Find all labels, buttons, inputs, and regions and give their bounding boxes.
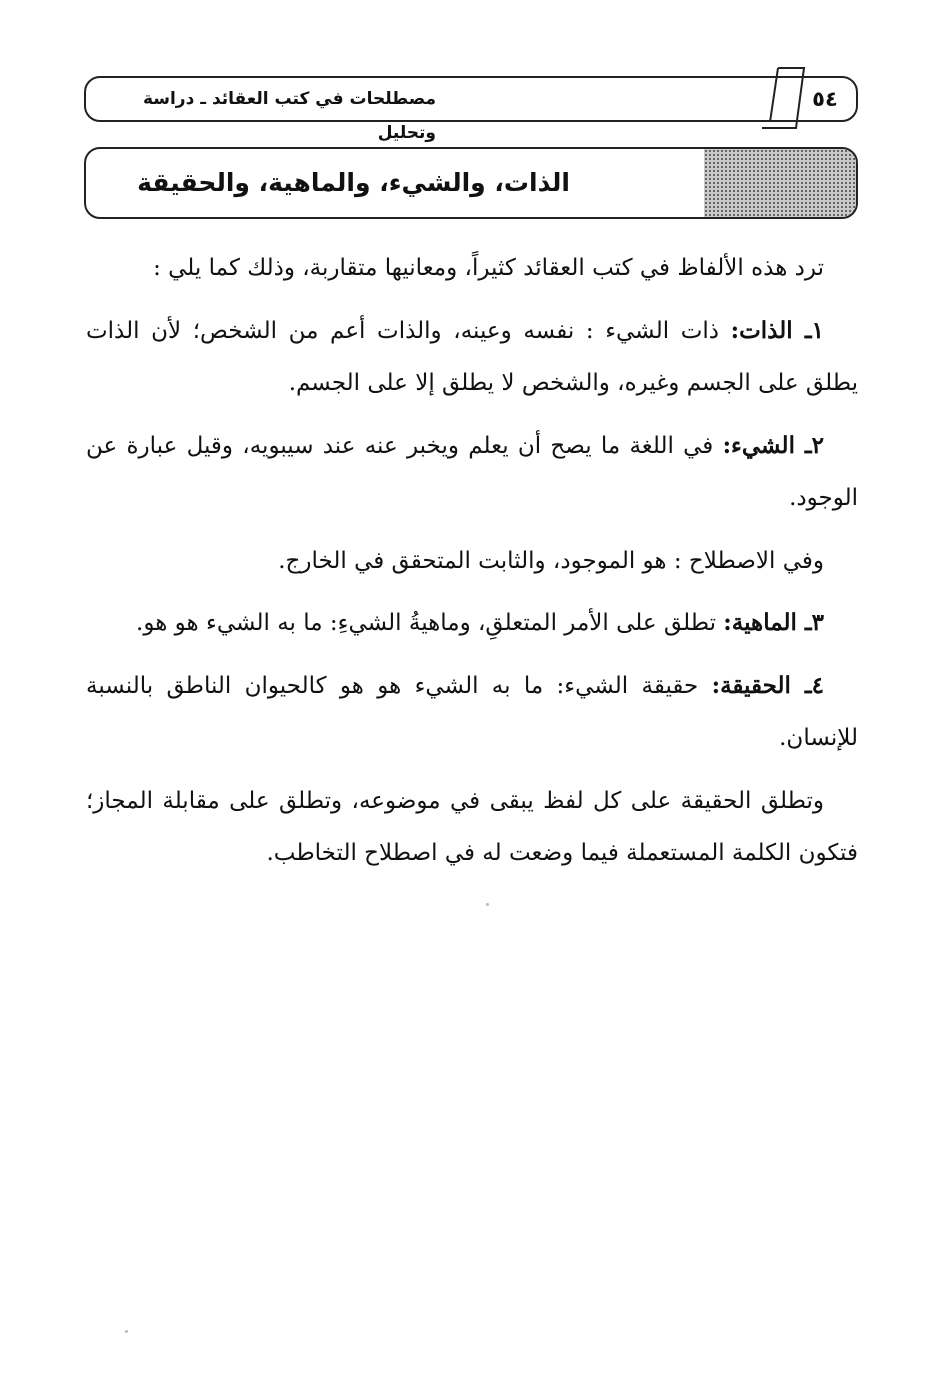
paragraph-intro: ترد هذه الألفاظ في كتب العقائد كثيراً، ومعانيها متقاربة، وذلك كما يلي : bbox=[153, 255, 824, 281]
scan-speck bbox=[486, 903, 489, 906]
page-number: ٥٤ bbox=[812, 87, 838, 111]
running-title: مصطلحات في كتب العقائد ـ دراسة وتحليل bbox=[142, 89, 436, 143]
term-dhat: ١ـ الذات: bbox=[730, 316, 824, 344]
term-mahiya: ٣ـ الماهية: bbox=[723, 609, 824, 636]
paragraph-haqiqa: ٤ـ الحقيقة: حقيقة الشيء: ما به الشيء هو هو كالحيوان الناطق بالنسبة للإنسان. bbox=[86, 671, 858, 751]
paragraph-mahiya: ٣ـ الماهية: تطلق على الأمر المتعلقِ، وماهيةُ الشيءِ: ما به الشيء هو هو. bbox=[136, 609, 824, 636]
term-haqiqa: ٤ـ الحقيقة: bbox=[711, 671, 824, 699]
body-text bbox=[86, 242, 858, 890]
term-shay: ٢ـ الشيء: bbox=[722, 431, 825, 459]
paragraph-closing: وتطلق الحقيقة على كل لفظ يبقى في موضوعه، وتطلق على مقابلة المجاز؛ فتكون الكلمة المستعملة فيما وضعت له في اصطلاح التخاطب. bbox=[86, 787, 858, 866]
title-ornament bbox=[704, 149, 856, 217]
paragraph-dhat: ١ـ الذات: ذات الشيء : نفسه وعينه، والذات أعم من الشخص؛ لأن الذات يطلق على الجسم وغيره، والشخص لا يطلق إلا على الجسم. bbox=[86, 316, 858, 396]
section-title: الذات، والشيء، والماهية، والحقيقة bbox=[137, 168, 570, 197]
paragraph-istilah: وفي الاصطلاح : هو الموجود، والثابت المتحقق في الخارج. bbox=[278, 547, 824, 574]
scan-speck bbox=[125, 1330, 128, 1333]
paragraph-shay: ٢ـ الشيء: في اللغة ما يصح أن يعلم ويخبر عنه عند سيبويه، وقيل عبارة عن الوجود. bbox=[86, 431, 858, 511]
